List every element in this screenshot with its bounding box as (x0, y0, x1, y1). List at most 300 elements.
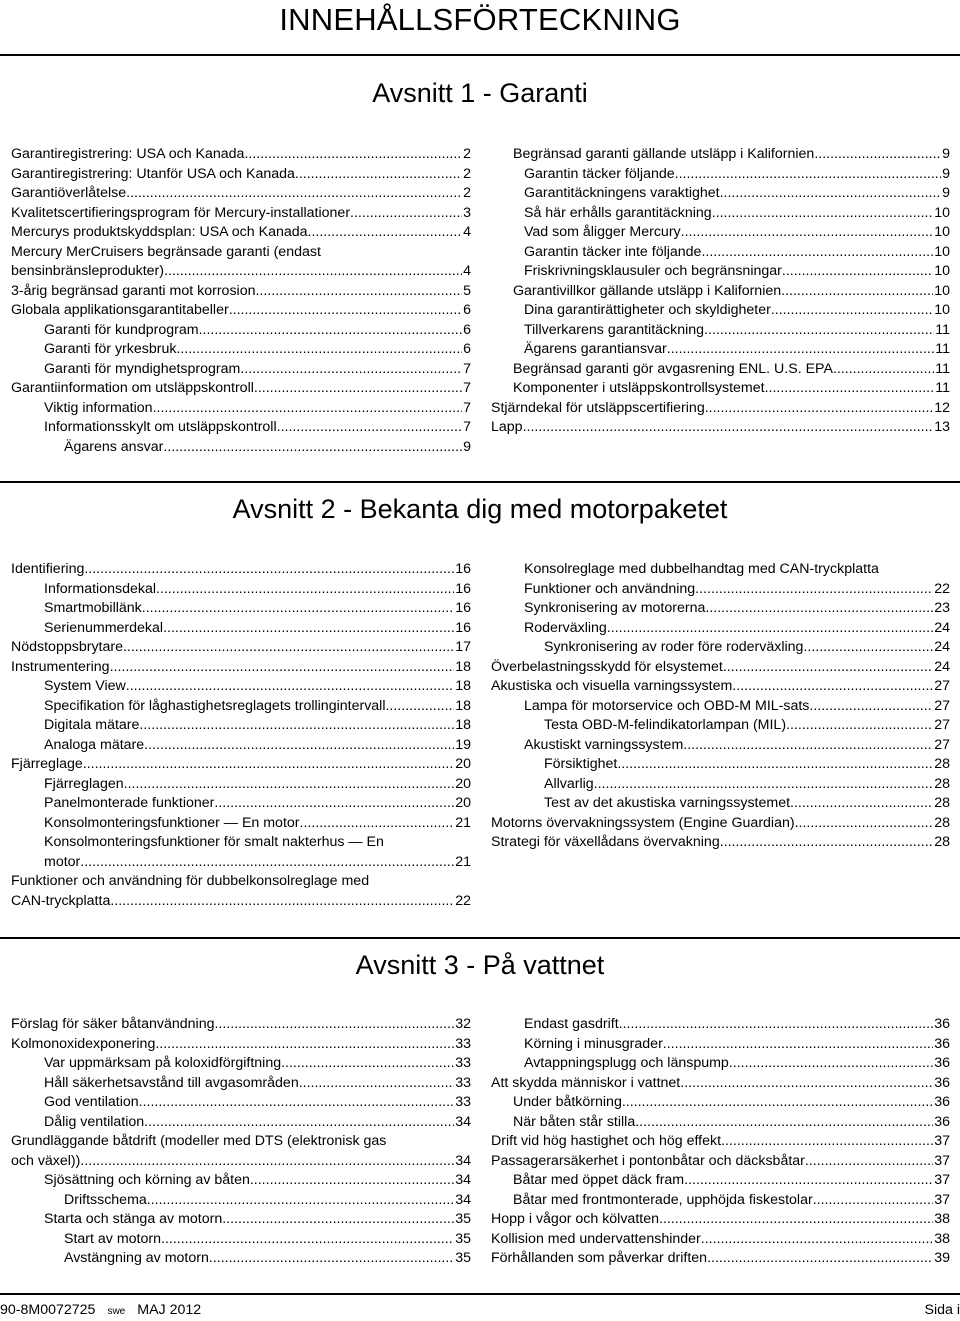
dot-leader (707, 1249, 933, 1269)
dot-leader (705, 399, 934, 419)
toc-entry[interactable] (11, 321, 471, 341)
dot-leader (209, 1249, 454, 1269)
dot-leader (805, 1152, 933, 1172)
toc-entry[interactable] (491, 282, 950, 302)
dot-leader (765, 379, 935, 399)
toc-entry[interactable] (11, 184, 471, 204)
toc-entry-title: Båtar med frontmonterade, upphöjda fiskestolar (513, 1191, 813, 1211)
toc-entry[interactable] (11, 755, 471, 775)
dot-leader (701, 1230, 933, 1250)
toc-entry-title-line: Grundläggande båtdrift (modeller med DTS (elektronisk gas (11, 1132, 471, 1152)
toc-entry-title: Hopp i vågor och kölvatten (491, 1210, 659, 1230)
dot-leader (254, 379, 462, 399)
dot-leader (701, 243, 933, 263)
dot-leader (732, 677, 933, 697)
dot-leader (814, 145, 941, 165)
toc-entry[interactable] (11, 1191, 471, 1211)
toc-entry-title: Synkronisering av roder före roderväxling (544, 638, 803, 658)
toc-entry-page: 35 (454, 1230, 471, 1250)
toc-entry[interactable] (491, 399, 950, 419)
toc-entry[interactable] (11, 340, 471, 360)
toc-entry-page: 35 (454, 1210, 471, 1230)
toc-entry-title: Friskrivningsklausuler och begränsningar (524, 262, 782, 282)
toc-entry-title-line: Funktioner och användning för dubbelkonsolreglage med (11, 872, 471, 892)
toc-entry-page: 16 (454, 619, 471, 639)
page-number: Sida i (925, 1301, 960, 1319)
dot-leader (704, 321, 934, 341)
toc-entry[interactable] (11, 360, 471, 380)
toc-entry-page: 24 (933, 638, 950, 658)
dot-leader (619, 1015, 934, 1035)
toc-entry-page: 38 (933, 1210, 950, 1230)
dot-leader (163, 619, 454, 639)
toc-entry[interactable] (491, 1035, 950, 1055)
toc-entry-title: Konsolmonteringsfunktioner — En motor (44, 814, 300, 834)
toc-entry[interactable] (491, 775, 950, 795)
dot-leader (250, 1171, 454, 1191)
toc-entry-title: Roderväxling (524, 619, 607, 639)
toc-entry-page: 2 (462, 145, 471, 165)
toc-entry-page: 23 (933, 599, 950, 619)
dot-leader (176, 340, 462, 360)
toc-entry-title: Fjärreglagen (44, 775, 124, 795)
toc-entry-title: Garanti för myndighetsprogram (44, 360, 240, 380)
dot-leader (833, 360, 934, 380)
toc-entry[interactable] (491, 736, 950, 756)
toc-entry-page: 37 (933, 1171, 950, 1191)
toc-entry[interactable] (11, 619, 471, 639)
toc-entry-title: Globala applikationsgarantitabeller (11, 301, 229, 321)
toc-entry-title: Specifikation för låghastighetsreglagets trollingintervall (44, 697, 385, 717)
dot-leader (147, 1191, 454, 1211)
dot-leader (803, 638, 933, 658)
toc-entry-page: 36 (933, 1074, 950, 1094)
toc-entry-page: 18 (454, 716, 471, 736)
dot-leader (790, 794, 933, 814)
page-footer (0, 1301, 960, 1319)
toc-entry-page: 36 (933, 1015, 950, 1035)
dot-leader (594, 775, 934, 795)
toc-entry[interactable] (491, 1191, 950, 1211)
toc-entry-page: 20 (454, 794, 471, 814)
toc-entry[interactable] (491, 560, 950, 599)
toc-entry-title: Begränsad garanti gällande utsläpp i Kalifornien (513, 145, 814, 165)
toc-entry[interactable] (11, 1015, 471, 1035)
toc-entry-page: 34 (454, 1152, 471, 1172)
section-2-rule (0, 481, 960, 483)
toc-entry-title: Garanti för kundprogram (44, 321, 199, 341)
toc-entry-title: Ägarens garantiansvar (524, 340, 667, 360)
dot-leader (299, 1074, 455, 1094)
toc-entry[interactable] (491, 379, 950, 399)
toc-entry[interactable] (11, 1249, 471, 1269)
dot-leader (155, 1035, 454, 1055)
dot-leader (617, 755, 933, 775)
toc-entry[interactable] (491, 321, 950, 341)
toc-entry-title: Panelmonterade funktioner (44, 794, 214, 814)
toc-entry-page: 7 (462, 418, 471, 438)
toc-entry-title: Stjärndekal för utsläppscertifiering (491, 399, 705, 419)
toc-entry-page: 10 (933, 204, 950, 224)
toc-entry-page: 36 (933, 1113, 950, 1133)
toc-entry[interactable] (11, 1230, 471, 1250)
toc-entry-page: 2 (462, 165, 471, 185)
toc-entry-page: 10 (933, 282, 950, 302)
dot-leader (667, 340, 935, 360)
toc-entry-page: 7 (462, 399, 471, 419)
dot-leader (721, 1132, 933, 1152)
toc-entry-title: Akustiska och visuella varningssystem (491, 677, 732, 697)
toc-entry[interactable] (491, 814, 950, 834)
dot-leader (663, 1035, 933, 1055)
toc-entry-page: 19 (454, 736, 471, 756)
toc-entry[interactable] (491, 1171, 950, 1191)
toc-entry-page: 33 (454, 1054, 471, 1074)
dot-leader (80, 1152, 454, 1172)
toc-entry[interactable] (491, 418, 950, 438)
toc-entry[interactable] (491, 658, 950, 678)
toc-entry[interactable] (491, 1015, 950, 1035)
toc-entry[interactable] (11, 794, 471, 814)
toc-entry-page: 21 (454, 814, 471, 834)
toc-entry-title: Garantiregistrering: Utanför USA och Kanada (11, 165, 295, 185)
toc-entry-page: 20 (454, 775, 471, 795)
toc-entry-title: Håll säkerhetsavstånd till avgasområden (44, 1074, 299, 1094)
toc-entry[interactable] (11, 145, 471, 165)
toc-entry[interactable] (491, 794, 950, 814)
toc-entry-title: Garantivillkor gällande utsläpp i Kalifornien (513, 282, 781, 302)
section-2-right-column (491, 560, 950, 853)
toc-entry-page: 36 (933, 1054, 950, 1074)
toc-entry-title: Dålig ventilation (44, 1113, 144, 1133)
toc-entry-title: Komponenter i utsläppskontrollsystemet (513, 379, 765, 399)
toc-entry[interactable] (11, 1074, 471, 1094)
toc-entry[interactable] (11, 1132, 471, 1171)
dot-leader (240, 360, 462, 380)
toc-entry[interactable] (11, 379, 471, 399)
toc-entry-title: Allvarlig (544, 775, 594, 795)
dot-leader (164, 262, 462, 282)
toc-entry-title: Körning i minusgrader (524, 1035, 663, 1055)
dot-leader (110, 892, 454, 912)
toc-entry[interactable] (491, 1113, 950, 1133)
toc-entry[interactable] (491, 638, 950, 658)
toc-entry[interactable] (11, 560, 471, 580)
toc-entry-page: 32 (454, 1015, 471, 1035)
toc-entry-title: Båtar med öppet däck fram (513, 1171, 684, 1191)
toc-entry[interactable] (491, 145, 950, 165)
toc-entry[interactable] (491, 1132, 950, 1152)
dot-leader (782, 262, 933, 282)
toc-entry-page: 27 (933, 736, 950, 756)
toc-entry[interactable] (11, 243, 471, 282)
toc-entry-title: Lapp (491, 418, 523, 438)
toc-entry[interactable] (491, 340, 950, 360)
toc-entry-page: 24 (933, 658, 950, 678)
toc-entry-page: 7 (462, 379, 471, 399)
toc-entry-title: Informationsdekal (44, 580, 156, 600)
toc-entry-title: Avstängning av motorn (64, 1249, 209, 1269)
toc-entry[interactable] (491, 184, 950, 204)
toc-entry-page: 18 (454, 697, 471, 717)
toc-entry-title-line: Mercury MerCruisers begränsade garanti (endast (11, 243, 471, 263)
dot-leader (622, 1093, 933, 1113)
dot-leader (683, 736, 933, 756)
toc-entry-title: Garantitäckningens varaktighet (524, 184, 720, 204)
toc-entry-page: 37 (933, 1191, 950, 1211)
toc-entry[interactable] (491, 755, 950, 775)
toc-entry-title: Viktig information (44, 399, 153, 419)
toc-entry-page: 27 (933, 716, 950, 736)
toc-entry[interactable] (11, 638, 471, 658)
toc-entry-page: 4 (462, 262, 471, 282)
toc-entry[interactable] (491, 599, 950, 619)
section-2-left-column (11, 560, 471, 911)
toc-entry[interactable] (11, 438, 471, 458)
toc-entry-title-line: Konsolreglage med dubbelhandtag med CAN-tryckplatta (524, 560, 950, 580)
toc-entry-title: Förhållanden som påverkar driften (491, 1249, 707, 1269)
dot-leader (84, 560, 454, 580)
toc-entry-page: 37 (933, 1152, 950, 1172)
toc-entry[interactable] (491, 165, 950, 185)
toc-entry[interactable] (11, 697, 471, 717)
dot-leader (222, 1210, 454, 1230)
dot-leader (124, 775, 455, 795)
toc-entry-title: Akustiskt varningssystem (524, 736, 683, 756)
toc-entry-page: 5 (462, 282, 471, 302)
toc-entry[interactable] (11, 580, 471, 600)
toc-entry-title: När båten står stilla (513, 1113, 635, 1133)
toc-entry-title: Testa OBD-M-felindikatorlampan (MIL) (544, 716, 786, 736)
dot-leader (163, 438, 462, 458)
dot-leader (80, 853, 454, 873)
toc-entry[interactable] (491, 262, 950, 282)
toc-entry[interactable] (11, 301, 471, 321)
toc-entry-title: Begränsad garanti gör avgasrening ENL. U.S. EPA (513, 360, 833, 380)
toc-entry[interactable] (11, 165, 471, 185)
toc-entry-title: Instrumentering (11, 658, 110, 678)
dot-leader (813, 1191, 934, 1211)
toc-entry-page: 6 (462, 340, 471, 360)
footer-rule (0, 1293, 960, 1295)
toc-entry[interactable] (491, 716, 950, 736)
dot-leader (635, 1113, 933, 1133)
toc-entry-title: Garanti för yrkesbruk (44, 340, 176, 360)
toc-entry[interactable] (11, 658, 471, 678)
toc-entry-page: 39 (933, 1249, 950, 1269)
section-1-heading: Avsnitt 1 - Garanti (0, 76, 960, 110)
toc-entry-title: Så här erhålls garantitäckning (524, 204, 712, 224)
toc-entry-title: Ägarens ansvar (64, 438, 163, 458)
toc-entry[interactable] (491, 301, 950, 321)
dot-leader (675, 165, 941, 185)
dot-leader (350, 204, 462, 224)
toc-entry-page: 10 (933, 243, 950, 263)
toc-entry-page: 33 (454, 1093, 471, 1113)
toc-entry[interactable] (11, 677, 471, 697)
toc-entry-page: 36 (933, 1093, 950, 1113)
section-2-heading: Avsnitt 2 - Bekanta dig med motorpaketet (0, 492, 960, 526)
toc-entry-page: 37 (933, 1132, 950, 1152)
toc-entry-page: 33 (454, 1074, 471, 1094)
toc-entry[interactable] (11, 716, 471, 736)
toc-entry-page: 2 (462, 184, 471, 204)
toc-entry-page: 11 (934, 360, 950, 380)
toc-entry-title: Synkronisering av motorerna (524, 599, 705, 619)
footer-left (0, 1301, 201, 1321)
toc-entry-title: Försiktighet (544, 755, 617, 775)
toc-entry-page: 27 (933, 677, 950, 697)
toc-entry-title: God ventilation (44, 1093, 139, 1113)
toc-entry-title: Digitala mätare (44, 716, 139, 736)
dot-leader (720, 833, 934, 853)
toc-entry-title: Kollision med undervattenshinder (491, 1230, 701, 1250)
dot-leader (126, 677, 454, 697)
toc-entry[interactable] (491, 360, 950, 380)
toc-entry[interactable] (11, 775, 471, 795)
toc-entry[interactable] (11, 418, 471, 438)
toc-entry-page: 3 (462, 204, 471, 224)
dot-leader (684, 1171, 933, 1191)
dot-leader (214, 794, 454, 814)
toc-entry-title: Analoga mätare (44, 736, 144, 756)
toc-entry[interactable] (11, 1093, 471, 1113)
toc-entry-page: 9 (941, 184, 950, 204)
toc-entry-title: Garantin täcker inte följande (524, 243, 701, 263)
dot-leader (281, 1054, 454, 1074)
dot-leader (153, 399, 463, 419)
toc-entry-title: Endast gasdrift (524, 1015, 619, 1035)
section-3-right-column (491, 1015, 950, 1269)
language-code: swe (95, 1306, 137, 1317)
dot-leader (300, 814, 455, 834)
toc-entry-title: Garantiregistrering: USA och Kanada (11, 145, 244, 165)
toc-entry[interactable] (491, 1152, 950, 1172)
dot-leader (795, 814, 934, 834)
toc-entry[interactable] (11, 1035, 471, 1055)
toc-entry-title-line: Konsolmonteringsfunktioner för smalt nakterhus — En (44, 833, 471, 853)
dot-leader (723, 658, 933, 678)
toc-entry[interactable] (491, 204, 950, 224)
dot-leader (142, 599, 454, 619)
dot-leader (781, 282, 933, 302)
toc-entry[interactable] (491, 1093, 950, 1113)
toc-entry-page: 21 (454, 853, 471, 873)
toc-entry[interactable] (491, 1054, 950, 1074)
toc-entry-title: Avtappningsplugg och länspump (524, 1054, 729, 1074)
toc-entry[interactable] (11, 399, 471, 419)
toc-entry[interactable] (491, 677, 950, 697)
toc-entry-title: CAN-tryckplatta (11, 892, 110, 912)
toc-entry-page: 34 (454, 1191, 471, 1211)
toc-entry[interactable] (11, 1113, 471, 1133)
dot-leader (229, 301, 462, 321)
toc-entry[interactable] (11, 736, 471, 756)
dot-leader (244, 145, 462, 165)
section-3-left-column (11, 1015, 471, 1269)
toc-entry[interactable] (491, 1249, 950, 1269)
toc-entry[interactable] (491, 619, 950, 639)
dot-leader (729, 1054, 933, 1074)
toc-entry[interactable] (11, 282, 471, 302)
toc-entry-title: Passagerarsäkerhet i pontonbåtar och däcksbåtar (491, 1152, 805, 1172)
toc-entry-page: 13 (933, 418, 950, 438)
toc-entry-title: Driftsschema (64, 1191, 147, 1211)
toc-entry-title: Fjärreglage (11, 755, 83, 775)
toc-entry[interactable] (11, 833, 471, 872)
toc-entry[interactable] (11, 872, 471, 911)
toc-entry[interactable] (491, 1074, 950, 1094)
dot-leader (695, 580, 933, 600)
toc-entry-page: 35 (454, 1249, 471, 1269)
toc-entry-page: 20 (454, 755, 471, 775)
dot-leader (144, 736, 454, 756)
toc-entry-title: Kolmonoxidexponering (11, 1035, 155, 1055)
toc-entry-title: Nödstoppsbrytare (11, 638, 123, 658)
toc-entry[interactable] (11, 204, 471, 224)
section-1-left-column (11, 145, 471, 457)
toc-entry[interactable] (491, 833, 950, 853)
toc-entry-title: Identifiering (11, 560, 84, 580)
toc-entry-page: 9 (941, 165, 950, 185)
toc-entry[interactable] (11, 1171, 471, 1191)
dot-leader (199, 321, 463, 341)
toc-entry-page: 4 (462, 223, 471, 243)
toc-entry-title: Motorns övervakningssystem (Engine Guardian) (491, 814, 795, 834)
doc-number: 90-8M0072725 (0, 1302, 95, 1318)
toc-entry[interactable] (11, 1054, 471, 1074)
toc-entry[interactable] (11, 599, 471, 619)
toc-entry-title: Garantin täcker följande (524, 165, 675, 185)
toc-entry-title: och växel)) (11, 1152, 80, 1172)
toc-entry-page: 6 (462, 301, 471, 321)
toc-entry-title: Sjösättning och körning av båten (44, 1171, 250, 1191)
toc-entry-title: Överbelastningsskydd för elsystemet (491, 658, 723, 678)
dot-leader (126, 184, 462, 204)
dot-leader (161, 1230, 454, 1250)
dot-leader (523, 418, 934, 438)
section-3-rule (0, 937, 960, 939)
dot-leader (214, 1015, 454, 1035)
toc-entry-title: Garantiöverlåtelse (11, 184, 126, 204)
dot-leader (139, 1093, 455, 1113)
dot-leader (659, 1210, 933, 1230)
toc-entry[interactable] (491, 1210, 950, 1230)
toc-entry-page: 9 (462, 438, 471, 458)
toc-entry[interactable] (11, 1210, 471, 1230)
toc-entry[interactable] (491, 1230, 950, 1250)
toc-entry-page: 28 (933, 833, 950, 853)
toc-entry-title: Var uppmärksam på koloxidförgiftning (44, 1054, 281, 1074)
dot-leader (110, 658, 455, 678)
toc-entry-page: 36 (933, 1035, 950, 1055)
dot-leader (680, 1074, 933, 1094)
dot-leader (139, 716, 454, 736)
toc-entry[interactable] (491, 243, 950, 263)
toc-entry[interactable] (491, 697, 950, 717)
toc-entry[interactable] (11, 814, 471, 834)
toc-entry[interactable] (491, 223, 950, 243)
toc-entry-title: Funktioner och användning (524, 580, 695, 600)
dot-leader (144, 1113, 454, 1133)
toc-entry-title: Förslag för säker båtanvändning (11, 1015, 214, 1035)
toc-entry-title: Smartmobillänk (44, 599, 142, 619)
toc-entry-title: Test av det akustiska varningssystemet (544, 794, 790, 814)
toc-entry-page: 34 (454, 1171, 471, 1191)
dot-leader (156, 580, 454, 600)
toc-entry-page: 10 (933, 301, 950, 321)
toc-entry[interactable] (11, 223, 471, 243)
